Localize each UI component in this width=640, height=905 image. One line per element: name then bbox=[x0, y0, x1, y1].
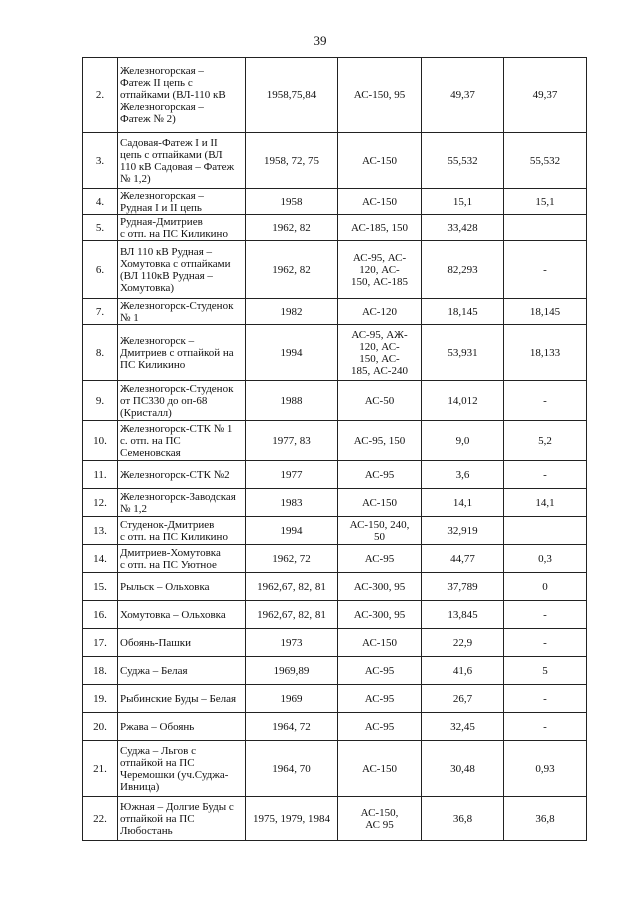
table-row bbox=[83, 629, 587, 657]
wire-type: АС-50 bbox=[338, 381, 422, 421]
wire-type: АС-95, 150 bbox=[338, 421, 422, 461]
commission-years: 1964, 72 bbox=[246, 713, 338, 741]
line-name: Хомутовка – Ольховка bbox=[118, 601, 246, 629]
extra-value: - bbox=[504, 629, 587, 657]
wire-type: АС-150, 95 bbox=[338, 58, 422, 133]
row-number: 22. bbox=[83, 797, 118, 841]
line-length: 41,6 bbox=[422, 657, 504, 685]
table-row bbox=[83, 241, 587, 299]
wire-type: АС-150 bbox=[338, 489, 422, 517]
line-name: Железногорск-Студенок № 1 bbox=[118, 299, 246, 325]
row-number: 11. bbox=[83, 461, 118, 489]
page-number: 39 bbox=[313, 33, 327, 48]
table-row bbox=[83, 58, 587, 133]
extra-value: 0 bbox=[504, 573, 587, 601]
row-number: 15. bbox=[83, 573, 118, 601]
table-row bbox=[83, 421, 587, 461]
line-name: Рудная-Дмитриев с отп. на ПС Киликино bbox=[118, 215, 246, 241]
lines-table bbox=[82, 57, 587, 841]
table-row bbox=[83, 685, 587, 713]
line-length: 9,0 bbox=[422, 421, 504, 461]
line-name: Железногорск-СТК № 1 с. отп. на ПС Семеновская bbox=[118, 421, 246, 461]
line-length: 3,6 bbox=[422, 461, 504, 489]
extra-value: - bbox=[504, 685, 587, 713]
row-number: 5. bbox=[83, 215, 118, 241]
line-length: 36,8 bbox=[422, 797, 504, 841]
line-name: ВЛ 110 кВ Рудная – Хомутовка с отпайками (ВЛ 110кВ Рудная – Хомутовка) bbox=[118, 241, 246, 299]
line-length: 14,012 bbox=[422, 381, 504, 421]
line-name: Студенок-Дмитриев с отп. на ПС Киликино bbox=[118, 517, 246, 545]
line-length: 32,45 bbox=[422, 713, 504, 741]
line-name: Ржава – Обоянь bbox=[118, 713, 246, 741]
line-name: Суджа – Льгов с отпайкой на ПС Черемошки (уч.Суджа- Ивница) bbox=[118, 741, 246, 797]
commission-years: 1988 bbox=[246, 381, 338, 421]
wire-type: АС-95 bbox=[338, 713, 422, 741]
table-row bbox=[83, 741, 587, 797]
wire-type: АС-150 bbox=[338, 189, 422, 215]
row-number: 2. bbox=[83, 58, 118, 133]
row-number: 20. bbox=[83, 713, 118, 741]
table-row bbox=[83, 189, 587, 215]
commission-years: 1983 bbox=[246, 489, 338, 517]
wire-type: АС-95, АС- 120, АС- 150, АС-185 bbox=[338, 241, 422, 299]
row-number: 10. bbox=[83, 421, 118, 461]
row-number: 14. bbox=[83, 545, 118, 573]
line-name: Железногорск-Студенок от ПС330 до оп-68 (Кристалл) bbox=[118, 381, 246, 421]
wire-type: АС-95 bbox=[338, 685, 422, 713]
table-row bbox=[83, 545, 587, 573]
table-row bbox=[83, 517, 587, 545]
row-number: 21. bbox=[83, 741, 118, 797]
row-number: 8. bbox=[83, 325, 118, 381]
line-name: Обоянь-Пашки bbox=[118, 629, 246, 657]
extra-value: 15,1 bbox=[504, 189, 587, 215]
line-name: Железногорск-Заводская № 1,2 bbox=[118, 489, 246, 517]
extra-value: - bbox=[504, 461, 587, 489]
line-length: 49,37 bbox=[422, 58, 504, 133]
commission-years: 1975, 1979, 1984 bbox=[246, 797, 338, 841]
table-row bbox=[83, 299, 587, 325]
commission-years: 1964, 70 bbox=[246, 741, 338, 797]
line-length: 82,293 bbox=[422, 241, 504, 299]
line-length: 14,1 bbox=[422, 489, 504, 517]
commission-years: 1962,67, 82, 81 bbox=[246, 601, 338, 629]
commission-years: 1977, 83 bbox=[246, 421, 338, 461]
wire-type: АС-150 bbox=[338, 629, 422, 657]
wire-type: АС-150, АС 95 bbox=[338, 797, 422, 841]
wire-type: АС-185, 150 bbox=[338, 215, 422, 241]
extra-value: 0,93 bbox=[504, 741, 587, 797]
line-name: Суджа – Белая bbox=[118, 657, 246, 685]
table-row bbox=[83, 601, 587, 629]
line-name: Железногорск – Дмитриев с отпайкой на ПС Киликино bbox=[118, 325, 246, 381]
line-length: 55,532 bbox=[422, 133, 504, 189]
line-length: 13,845 bbox=[422, 601, 504, 629]
line-length: 53,931 bbox=[422, 325, 504, 381]
wire-type: АС-300, 95 bbox=[338, 573, 422, 601]
wire-type: АС-150 bbox=[338, 133, 422, 189]
extra-value bbox=[504, 215, 587, 241]
commission-years: 1969 bbox=[246, 685, 338, 713]
extra-value: 18,145 bbox=[504, 299, 587, 325]
line-name: Рыбинские Буды – Белая bbox=[118, 685, 246, 713]
line-name: Садовая-Фатеж I и II цепь с отпайками (ВЛ 110 кВ Садовая – Фатеж № 1,2) bbox=[118, 133, 246, 189]
commission-years: 1977 bbox=[246, 461, 338, 489]
line-length: 26,7 bbox=[422, 685, 504, 713]
extra-value: 18,133 bbox=[504, 325, 587, 381]
line-name: Южная – Долгие Буды с отпайкой на ПС Любостань bbox=[118, 797, 246, 841]
row-number: 3. bbox=[83, 133, 118, 189]
wire-type: АС-95 bbox=[338, 461, 422, 489]
extra-value: 5 bbox=[504, 657, 587, 685]
table-row bbox=[83, 573, 587, 601]
wire-type: АС-300, 95 bbox=[338, 601, 422, 629]
extra-value: 0,3 bbox=[504, 545, 587, 573]
line-length: 32,919 bbox=[422, 517, 504, 545]
extra-value: 14,1 bbox=[504, 489, 587, 517]
table-row bbox=[83, 215, 587, 241]
commission-years: 1973 bbox=[246, 629, 338, 657]
commission-years: 1962,67, 82, 81 bbox=[246, 573, 338, 601]
line-name: Рыльск – Ольховка bbox=[118, 573, 246, 601]
row-number: 19. bbox=[83, 685, 118, 713]
wire-type: АС-150, 240, 50 bbox=[338, 517, 422, 545]
extra-value bbox=[504, 517, 587, 545]
wire-type: АС-95, АЖ- 120, АС- 150, АС- 185, АС-240 bbox=[338, 325, 422, 381]
extra-value: - bbox=[504, 381, 587, 421]
line-length: 18,145 bbox=[422, 299, 504, 325]
commission-years: 1969,89 bbox=[246, 657, 338, 685]
table-row bbox=[83, 381, 587, 421]
extra-value: - bbox=[504, 713, 587, 741]
commission-years: 1982 bbox=[246, 299, 338, 325]
commission-years: 1962, 82 bbox=[246, 241, 338, 299]
table-row bbox=[83, 713, 587, 741]
table-row bbox=[83, 133, 587, 189]
line-length: 30,48 bbox=[422, 741, 504, 797]
line-length: 37,789 bbox=[422, 573, 504, 601]
line-name: Дмитриев-Хомутовка с отп. на ПС Уютное bbox=[118, 545, 246, 573]
line-name: Железногорская – Рудная I и II цепь bbox=[118, 189, 246, 215]
line-length: 15,1 bbox=[422, 189, 504, 215]
wire-type: АС-150 bbox=[338, 741, 422, 797]
table-row bbox=[83, 325, 587, 381]
line-length: 33,428 bbox=[422, 215, 504, 241]
row-number: 13. bbox=[83, 517, 118, 545]
row-number: 9. bbox=[83, 381, 118, 421]
extra-value: 55,532 bbox=[504, 133, 587, 189]
extra-value: 36,8 bbox=[504, 797, 587, 841]
wire-type: АС-120 bbox=[338, 299, 422, 325]
commission-years: 1962, 82 bbox=[246, 215, 338, 241]
table-row bbox=[83, 657, 587, 685]
extra-value: - bbox=[504, 601, 587, 629]
table-row bbox=[83, 461, 587, 489]
extra-value: 49,37 bbox=[504, 58, 587, 133]
table-row bbox=[83, 797, 587, 841]
commission-years: 1994 bbox=[246, 325, 338, 381]
wire-type: АС-95 bbox=[338, 657, 422, 685]
commission-years: 1994 bbox=[246, 517, 338, 545]
row-number: 17. bbox=[83, 629, 118, 657]
table-row bbox=[83, 489, 587, 517]
commission-years: 1958 bbox=[246, 189, 338, 215]
commission-years: 1958, 72, 75 bbox=[246, 133, 338, 189]
extra-value: - bbox=[504, 241, 587, 299]
row-number: 18. bbox=[83, 657, 118, 685]
line-length: 44,77 bbox=[422, 545, 504, 573]
row-number: 12. bbox=[83, 489, 118, 517]
row-number: 16. bbox=[83, 601, 118, 629]
row-number: 4. bbox=[83, 189, 118, 215]
line-length: 22,9 bbox=[422, 629, 504, 657]
line-name: Железногорск-СТК №2 bbox=[118, 461, 246, 489]
extra-value: 5,2 bbox=[504, 421, 587, 461]
row-number: 6. bbox=[83, 241, 118, 299]
wire-type: АС-95 bbox=[338, 545, 422, 573]
commission-years: 1962, 72 bbox=[246, 545, 338, 573]
commission-years: 1958,75,84 bbox=[246, 58, 338, 133]
line-name: Железногорская – Фатеж II цепь с отпайками (ВЛ-110 кВ Железногорская – Фатеж № 2) bbox=[118, 58, 246, 133]
row-number: 7. bbox=[83, 299, 118, 325]
